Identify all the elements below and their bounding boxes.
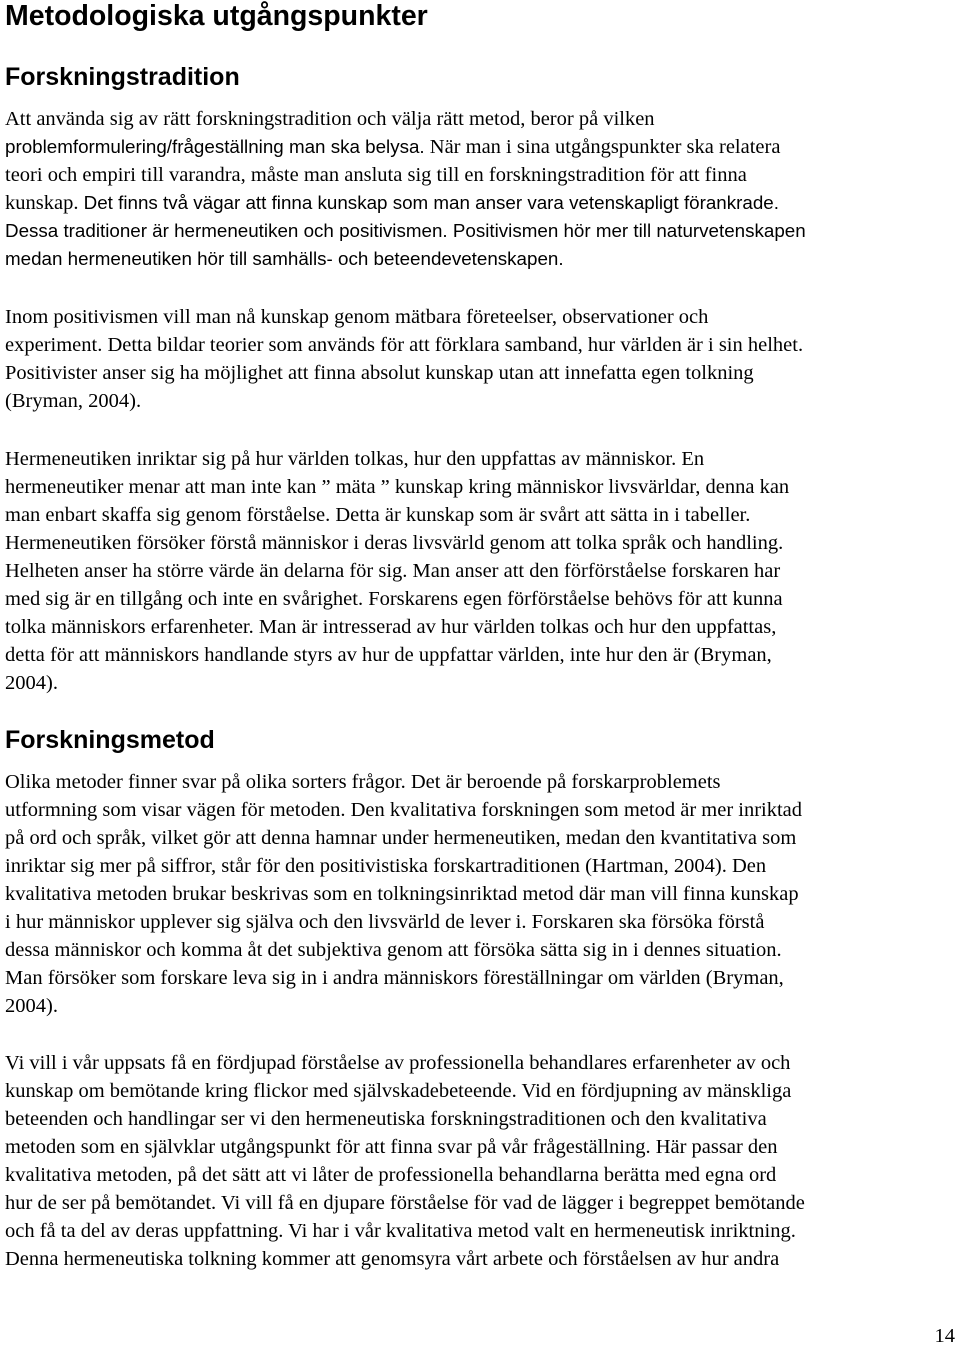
text-span: När man i sina utgångspunkter ska relatera <box>424 136 781 158</box>
text-span: Det finns två vägar att finna kunskap som man anser vara vetenskapligt förankrade. <box>78 192 779 213</box>
text-span: Dessa traditioner är hermeneutiken och positivismen. <box>5 220 448 241</box>
text-line: beteenden och handlingar ser vi den hermeneutiska forskningstraditionen och den kvalitativa <box>5 1108 767 1130</box>
text-line: Man försöker som forskare leva sig in i andra människors föreställningar om världen (Bryman, <box>5 967 784 989</box>
text-line: Att använda sig av rätt forskningstradition och välja rätt metod, beror på vilken <box>5 108 655 130</box>
text-line: Hermeneutiken försöker förstå människor i deras livsvärld genom att tolka språk och handling. <box>5 532 784 554</box>
text-line: experiment. Detta bildar teorier som används för att förklara samband, hur världen är i sin helhet. <box>5 334 804 356</box>
text-line: utformning som visar vägen för metoden. Den kvalitativa forskningen som metod är mer inriktad <box>5 799 803 821</box>
text-line: hermeneutiker menar att man inte kan ” mäta ” kunskap kring människor livsvärldar, denna kan <box>5 476 790 498</box>
text-line: Helheten anser ha större värde än delarna för sig. Man anser att den förförståelse forskaren har <box>5 560 781 582</box>
text-line: Denna hermeneutiska tolkning kommer att genomsyra vårt arbete och förståelsen av hur andra <box>5 1248 780 1270</box>
text-line: dessa människor och komma åt det subjektiva genom att försöka sätta sig in i dennes situation. <box>5 939 782 961</box>
text-span: problemformulering/frågeställning man ska belysa. <box>5 136 425 157</box>
section-heading-forskningstradition: Forskningstradition <box>5 63 240 91</box>
paragraph-positivism <box>5 303 803 415</box>
text-line: Vi vill i vår uppsats få en fördjupad förståelse av professionella behandlares erfarenheter av och <box>5 1052 791 1074</box>
text-span: kunskap. <box>5 192 79 214</box>
page-title: Metodologiska utgångspunkter <box>5 0 428 32</box>
paragraph-forskningstradition-intro <box>5 105 806 273</box>
text-line: Inom positivismen vill man nå kunskap genom mätbara företeelser, observationer och <box>5 306 709 328</box>
text-line: och få ta del av deras uppfattning. Vi har i vår kvalitativa metod valt en hermeneutisk inriktning. <box>5 1220 796 1242</box>
text-line: teori och empiri till varandra, måste man ansluta sig till en forskningstradition för att finna <box>5 164 747 186</box>
text-line: metoden som en självklar utgångspunkt för att finna svar på vår frågeställning. Här passar den <box>5 1136 778 1158</box>
text-line: 2004). <box>5 672 58 694</box>
text-line <box>5 189 806 217</box>
text-line <box>5 217 806 245</box>
text-line: Olika metoder finner svar på olika sorters frågor. Det är beroende på forskarproblemets <box>5 771 721 793</box>
paragraph-hermeneutics <box>5 445 789 697</box>
text-line: Positivister anser sig ha möjlighet att finna absolut kunskap utan att innefatta egen tolkning <box>5 362 754 384</box>
text-line: inriktar sig mer på siffror, står för den positivistiska forskartraditionen (Hartman, 2004). Den <box>5 855 767 877</box>
text-span: Positivismen hör mer till naturvetenskapen <box>447 220 806 241</box>
text-line: detta för att människors handlande styrs av hur de uppfattar världen, inte hur den är (Bryman, <box>5 644 772 666</box>
text-line: man enbart skaffa sig genom förståelse. Detta är kunskap som är svårt att sätta in i tabeller. <box>5 504 751 526</box>
text-line <box>5 245 806 273</box>
page-number: 14 <box>934 1325 955 1347</box>
text-line: med sig är en tillgång och inte en svårighet. Forskarens egen förförståelse behövs för att kunna <box>5 588 783 610</box>
text-line: i hur människor upplever sig själva och den livsvärld de lever i. Forskaren ska försöka förstå <box>5 911 765 933</box>
paragraph-our-study <box>5 1049 805 1273</box>
text-line: kunskap om bemötande kring flickor med självskadebeteende. Vid en fördjupning av mänskliga <box>5 1080 792 1102</box>
paragraph-forskningsmetod-intro <box>5 768 802 1020</box>
text-line: 2004). <box>5 995 58 1017</box>
text-line: kvalitativa metoden brukar beskrivas som en tolkningsinriktad metod där man vill finna kunskap <box>5 883 799 905</box>
text-line <box>5 133 806 161</box>
section-heading-forskningsmetod: Forskningsmetod <box>5 726 215 754</box>
text-line: tolka människors erfarenheter. Man är intresserad av hur världen tolkas och hur den uppfattas, <box>5 616 777 638</box>
text-span: medan hermeneutiken hör till samhälls- och beteendevetenskapen. <box>5 248 564 269</box>
text-line: (Bryman, 2004). <box>5 390 142 412</box>
text-line: kvalitativa metoden, på det sätt att vi låter de professionella behandlarna berätta med egna ord <box>5 1164 777 1186</box>
text-line: Hermeneutiken inriktar sig på hur världen tolkas, hur den uppfattas av människor. En <box>5 448 705 470</box>
text-line: på ord och språk, vilket gör att denna hamnar under hermeneutiken, medan den kvantitativa som <box>5 827 797 849</box>
text-line: hur de ser på bemötandet. Vi vill få en djupare förståelse för vad de lägger i begreppet bemötande <box>5 1192 805 1214</box>
